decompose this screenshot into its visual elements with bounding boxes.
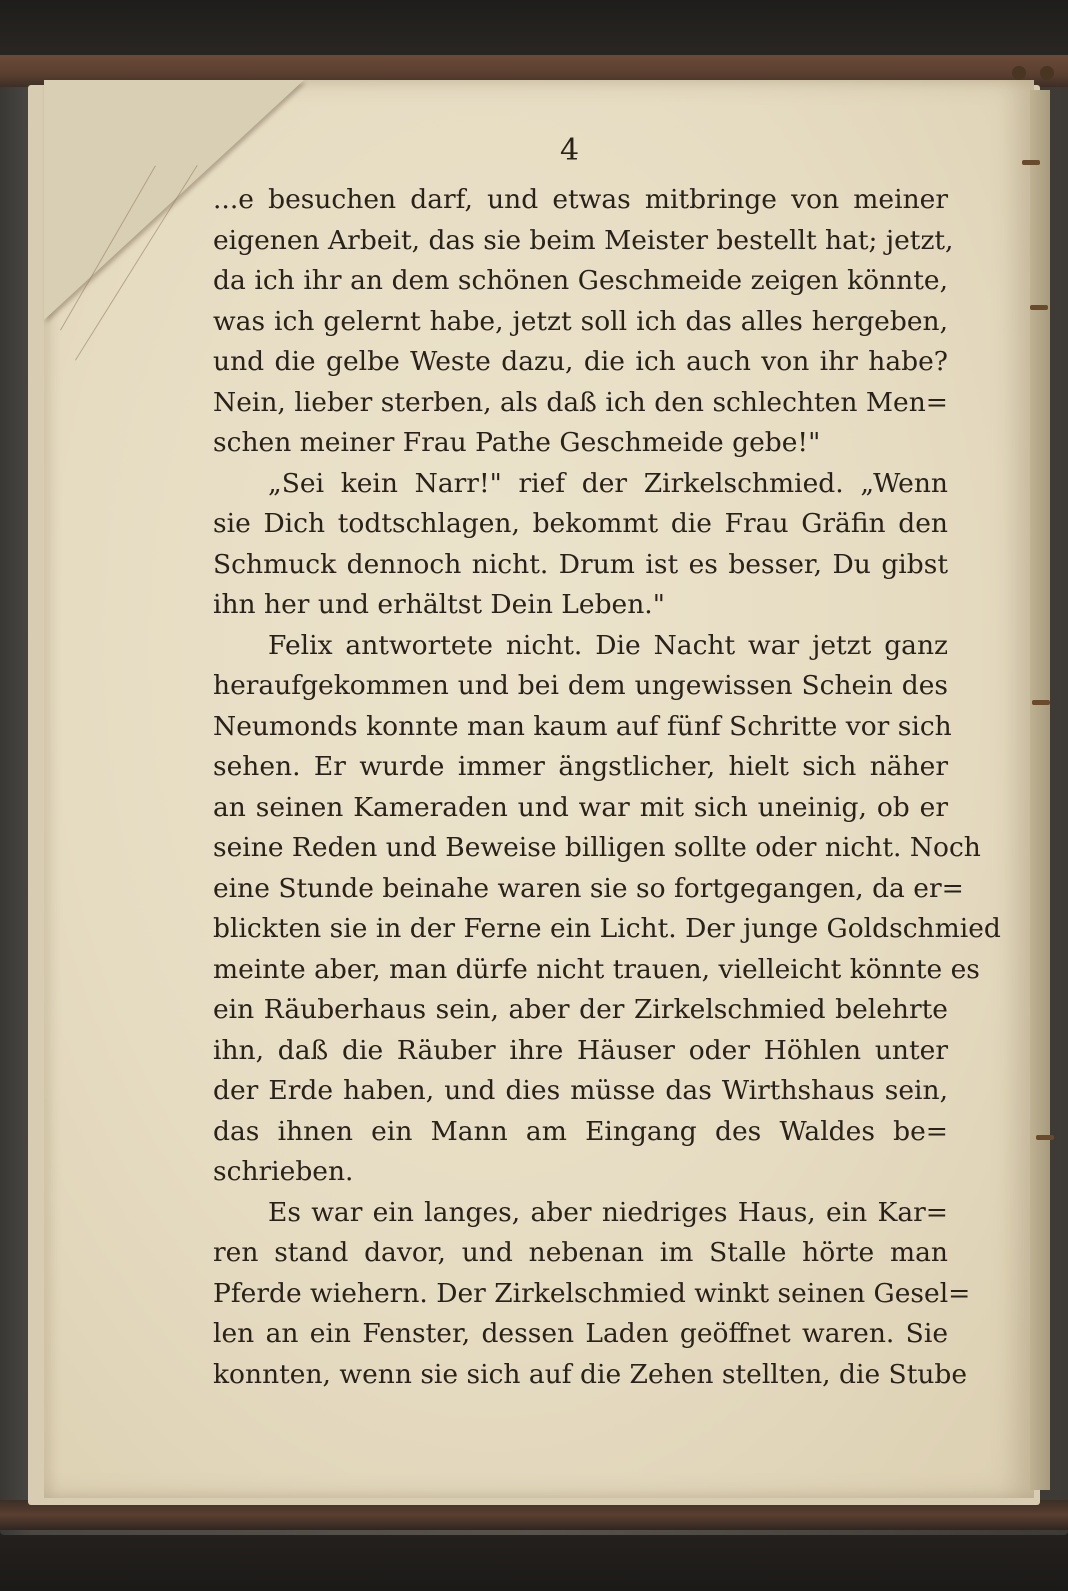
text-line: seine Reden und Beweise billigen sollte oder nicht. Noch	[213, 832, 981, 863]
text-line: eigenen Arbeit, das sie beim Meister bestellt hat; jetzt,	[213, 224, 954, 256]
binding-thread	[1022, 160, 1040, 165]
text-line: Nein, lieber sterben, als daß ich den schlechten Men=	[213, 386, 948, 418]
text-line: ...e besuchen darf, und etwas mitbringe von meiner	[213, 184, 948, 215]
text-line: was ich gelernt habe, jetzt soll ich das alles hergeben,	[213, 305, 948, 337]
text-line: ihn, daß die Räuber ihre Häuser oder Höhlen unter	[213, 1034, 948, 1066]
binding-thread	[1036, 1135, 1054, 1140]
text-line: an seinen Kameraden und war mit sich uneinig, ob er	[213, 791, 948, 823]
text-line: ihn her und erhältst Dein Leben."	[213, 589, 665, 620]
text-line: Es war ein langes, aber niedriges Haus, ein Kar=	[268, 1196, 948, 1228]
text-line: blickten sie in der Ferne ein Licht. Der junge Goldschmied	[213, 913, 1001, 944]
text-line: ren stand davor, und nebenan im Stalle hörte man	[213, 1237, 948, 1268]
text-line: heraufgekommen und bei dem ungewissen Schein des	[213, 670, 948, 701]
text-line: konnten, wenn sie sich auf die Zehen stellten, die Stube	[213, 1358, 968, 1390]
text-line: ein Räuberhaus sein, aber der Zirkelschmied belehrte	[213, 994, 948, 1025]
text-line: das ihnen ein Mann am Eingang des Waldes be=	[213, 1115, 948, 1147]
text-line: schrieben.	[213, 1156, 354, 1187]
text-line: Neumonds konnte man kaum auf fünf Schritte vor sich	[213, 710, 952, 742]
page-gutter	[1030, 90, 1050, 1490]
text-line: eine Stunde beinahe waren sie so fortgegangen, da er=	[213, 872, 964, 904]
text-line: schen meiner Frau Pathe Geschmeide gebe!"	[213, 427, 821, 458]
body-text	[213, 180, 1001, 1395]
text-line: „Sei kein Narr!" rief der Zirkelschmied. „Wenn	[268, 467, 948, 499]
binding-hole	[1040, 66, 1054, 80]
text-line: und die gelbe Weste dazu, die ich auch von ihr habe?	[213, 346, 948, 377]
page-number: 4	[560, 133, 580, 168]
text-line: Pferde wiehern. Der Zirkelschmied winkt seinen Gesel=	[213, 1277, 971, 1309]
text-line: Schmuck dennoch nicht. Drum ist es besser, Du gibst	[213, 548, 948, 580]
text-line: der Erde haben, und dies müsse das Wirthshaus sein,	[213, 1075, 948, 1106]
binding-thread	[1032, 700, 1050, 705]
text-line: len an ein Fenster, dessen Laden geöffnet waren. Sie	[213, 1318, 948, 1349]
binding-thread	[1030, 305, 1048, 310]
text-line: da ich ihr an dem schönen Geschmeide zeigen könnte,	[213, 265, 948, 296]
text-line: sehen. Er wurde immer ängstlicher, hielt sich näher	[213, 751, 948, 782]
binding-hole	[1012, 66, 1026, 80]
text-line: Felix antwortete nicht. Die Nacht war jetzt ganz	[268, 629, 948, 661]
text-line: meinte aber, man dürfe nicht trauen, vielleicht könnte es	[213, 953, 980, 985]
text-line: sie Dich todtschlagen, bekommt die Frau Gräfin den	[213, 508, 948, 539]
